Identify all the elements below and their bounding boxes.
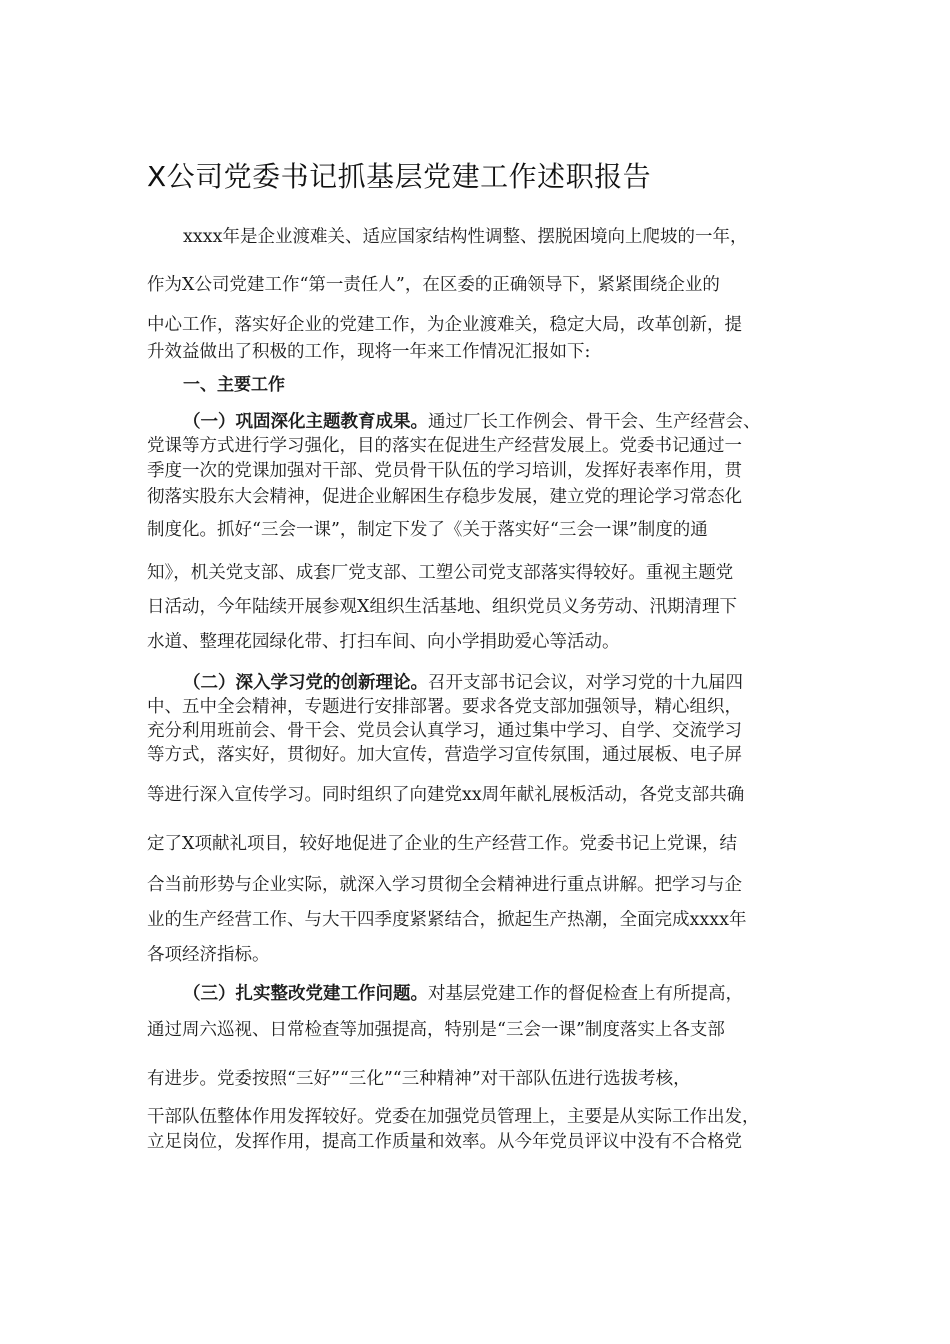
paragraph-2-line: 等进行深入宣传学习。同时组织了向建党xx周年献礼展板活动，各党支部共确 — [147, 785, 745, 805]
paragraph-2-line: 合当前形势与企业实际，就深入学习贯彻全会精神进行重点讲解。把学习与企 — [147, 875, 742, 895]
paragraph-2-heading: （二）深入学习党的创新理论。 — [183, 673, 428, 693]
paragraph-1-line: 季度一次的党课加强对干部、党员骨干队伍的学习培训，发挥好表率作用，贯 — [147, 461, 742, 481]
intro-line-1: xxxx年是企业渡难关、适应国家结构性调整、摆脱困境向上爬坡的一年， — [183, 227, 748, 247]
paragraph-1-heading: （一）巩固深化主题教育成果。 — [183, 412, 428, 432]
paragraph-2-first-line — [183, 671, 743, 695]
paragraph-1-first-line — [183, 410, 761, 434]
paragraph-1-line: 彻落实股东大会精神，促进企业解困生存稳步发展，建立党的理论学习常态化 — [147, 487, 742, 507]
paragraph-2-line: 定了X项献礼项目，较好地促进了企业的生产经营工作。党委书记上党课，结 — [147, 834, 737, 854]
intro-line-3: 中心工作，落实好企业的党建工作，为企业渡难关，稳定大局，改革创新，提 — [147, 315, 742, 335]
document-title: X公司党委书记抓基层党建工作述职报告 — [147, 160, 652, 193]
paragraph-1-line: 水道、整理花园绿化带、打扫车间、向小学捐助爱心等活动。 — [147, 632, 620, 652]
paragraph-2-line: 等方式，落实好，贯彻好。加大宣传，营造学习宣传氛围，通过展板、电子屏 — [147, 745, 742, 765]
intro-line-2: 作为X公司党建工作“第一责任人”，在区委的正确领导下，紧紧围绕企业的 — [147, 275, 720, 295]
paragraph-1-line: 制度化。抓好“三会一课”，制定下发了《关于落实好“三会一课”制度的通 — [147, 520, 708, 540]
paragraph-1-line: 党课等方式进行学习强化，目的落实在促进生产经营发展上。党委书记通过一 — [147, 436, 742, 456]
paragraph-1-line: 知》，机关党支部、成套厂党支部、工塑公司党支部落实得较好。重视主题党 — [147, 563, 734, 583]
paragraph-1-text: 通过厂长工作例会、骨干会、生产经营会、 — [428, 412, 761, 432]
intro-line-4: 升效益做出了积极的工作，现将一年来工作情况汇报如下: — [147, 342, 591, 362]
paragraph-3-text: 对基层党建工作的督促检查上有所提高， — [428, 984, 743, 1004]
paragraph-2-line: 业的生产经营工作、与大干四季度紧紧结合，掀起生产热潮，全面完成xxxx年 — [147, 910, 747, 930]
section-heading: 一、主要工作 — [183, 375, 285, 395]
paragraph-3-first-line — [183, 982, 743, 1006]
paragraph-3-heading: （三）扎实整改党建工作问题。 — [183, 984, 428, 1004]
paragraph-2-text: 召开支部书记会议，对学习党的十九届四 — [428, 673, 743, 693]
paragraph-3-line: 有进步。党委按照“三好”“三化”“三种精神”对干部队伍进行选拔考核， — [147, 1069, 691, 1089]
paragraph-1-line: 日活动，今年陆续开展参观X组织生活基地、组织党员义务劳动、汛期清理下 — [147, 597, 737, 617]
paragraph-2-line: 各项经济指标。 — [147, 945, 270, 965]
paragraph-2-line: 中、五中全会精神，专题进行安排部署。要求各党支部加强领导，精心组织， — [147, 697, 742, 717]
paragraph-3-line: 通过周六巡视、日常检查等加强提高，特别是“三会一课”制度落实上各支部 — [147, 1020, 725, 1040]
paragraph-2-line: 充分利用班前会、骨干会、党员会认真学习，通过集中学习、自学、交流学习 — [147, 721, 742, 741]
paragraph-3-line: 立足岗位，发挥作用，提高工作质量和效率。从今年党员评议中没有不合格党 — [147, 1132, 742, 1152]
paragraph-3-line: 干部队伍整体作用发挥较好。党委在加强党员管理上，主要是从实际工作出发， — [147, 1107, 760, 1127]
